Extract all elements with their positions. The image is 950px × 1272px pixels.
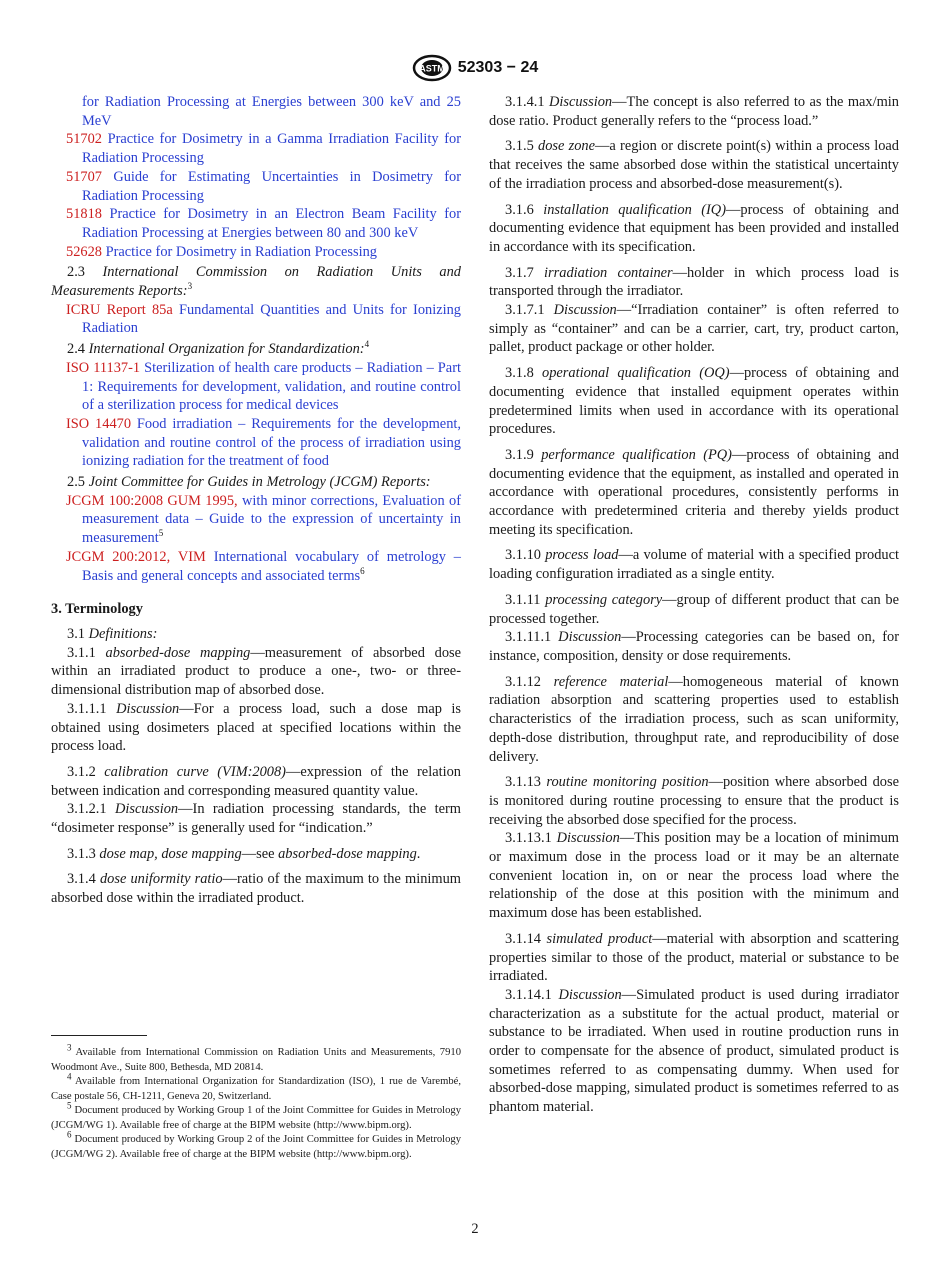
definition-3-1-14-1: 3.1.14.1 Discussion—Simulated product is used during irradiator characterization as a substitute for the actual product, material or substance to be irradiated. When used in routine production runs in order to compensate for the absence of product, simulated product is sometimes referred to as compensating dummy. When used for absorbed-dose mapping, simulated product is sometimes referred to as phantom material. <box>489 986 899 1116</box>
reference-iso-11137-1[interactable]: ISO 11137-1 Sterilization of health care products – Radiation – Part 1: Requirements for development, validation, and routine control of a sterilization process for medical devices <box>66 359 461 414</box>
footnote-6: $^6$ Document produced by Working Group 2 of the Joint Committee for Guides in Metrology (JCGM/WG 2). Available free of charge at the BIPM website (http://www.bipm.org). <box>51 1129 462 1160</box>
footnote-5: $^5$ Document produced by Working Group 1 of the Joint Committee for Guides in Metrology (JCGM/WG 1). Available free of charge at the BIPM website (http://www.bipm.org). <box>51 1100 462 1131</box>
definition-3-1-10: 3.1.10 process load—a volume of material with a specified product loading configuration irradiated as a single entity. <box>489 547 899 583</box>
definition-3-1-13: 3.1.13 routine monitoring position—position where absorbed dose is monitored during routine processing to ensure that the product is receiving the absorbed dose specified for the process. <box>489 774 899 828</box>
footnote-3: $^3$ Available from International Commission on Radiation Units and Measurements, 7910 Woodmont Ave., Suite 800, Bethesda, MD 20814. <box>51 1042 461 1073</box>
astm-logo-icon <box>412 54 452 82</box>
definition-3-1-11: 3.1.11 processing category—group of different product that can be processed together. <box>489 591 900 627</box>
definition-3-1-4: 3.1.4 dose uniformity ratio—ratio of the maximum to the minimum absorbed dose within the irradiated product. <box>51 871 461 907</box>
definition-3-1-5: 3.1.5 dose zone—a region or discrete point(s) within a process load that receives the same absorbed dose within the statistical uncertainty of the irradiation process and absorbed-dose measurement(s). <box>489 138 899 192</box>
section-heading-terminology: 3. Terminology <box>51 601 143 618</box>
reference-52628[interactable]: 52628 Practice for Dosimetry in Radiation Processing <box>66 243 377 260</box>
reference-51702[interactable]: 51702 Practice for Dosimetry in a Gamma Irradiation Facility for Radiation Processing <box>66 131 461 167</box>
reference-icru-85a[interactable]: ICRU Report 85a Fundamental Quantities and Units for Ionizing Radiation <box>66 301 461 337</box>
definition-3-1-11-1: 3.1.11.1 Discussion—Processing categories can be based on, for instance, composition, density or dose requirements. <box>489 629 899 664</box>
definition-3-1-1: 3.1.1 absorbed-dose mapping—measurement of absorbed dose within an irradiated product to produce a one-, two- or three-dimensional distribution map of absorbed dose. <box>51 644 462 699</box>
reference-jcgm-100[interactable]: JCGM 100:2008 GUM 1995, with minor corrections, Evaluation of measurement data – Guide to the expression of uncertainty in measurement$^5$ <box>66 492 461 547</box>
definition-3-1-14: 3.1.14 simulated product—material with absorption and scattering properties similar to those of the product, material or substance to be irradiated. <box>489 930 899 985</box>
section-2-4: 2.4 International Organization for Standardization:$^4$ <box>67 339 370 358</box>
right-column <box>489 93 899 1117</box>
definition-3-1: 3.1 Definitions: <box>67 625 158 642</box>
definition-3-1-4-1: 3.1.4.1 Discussion—The concept is also referred to as the max/min dose ratio. Product generally refers to the “process load.” <box>489 94 899 129</box>
footnotes <box>51 1035 461 1162</box>
reference-51707[interactable]: 51707 Guide for Estimating Uncertainties in Dosimetry for Radiation Processing <box>66 168 461 204</box>
footnote-divider <box>51 1035 147 1036</box>
definition-3-1-1-1: 3.1.1.1 Discussion—For a process load, such a dose map is obtained using dosimeters placed at specified locations within the process load. <box>51 700 461 755</box>
definition-3-1-12: 3.1.12 reference material—homogeneous material of known radiation absorption and scattering properties used to establish characteristics of the irradiation process, such as scan uniformity, depth-dose distribution, throughput rate, and reproducibility of dose delivery. <box>489 673 899 765</box>
definition-3-1-2-1: 3.1.2.1 Discussion—In radiation processing standards, the term “dosimeter response” is generally used for “indication.” <box>51 801 461 837</box>
section-2-5: 2.5 Joint Committee for Guides in Metrology (JCGM) Reports: <box>67 474 431 491</box>
definition-3-1-3: 3.1.3 dose map, dose mapping—see absorbed-dose mapping. <box>67 845 421 862</box>
definition-3-1-9: 3.1.9 performance qualification (PQ)—process of obtaining and documenting evidence that the equipment, as installed and operated in accordance with operational procedures, consistently performs in accordance with predetermined criteria and thereby yields product meeting its specification. <box>489 446 899 538</box>
section-2-3: 2.3 International Commission on Radiation Units and Measurements Reports:$^3$ <box>51 264 461 300</box>
logo-text: ASTM <box>418 63 445 74</box>
reference-iso-14470[interactable]: ISO 14470 Food irradiation – Requirements for the development, validation and routine control of the process of irradiation using ionizing radiation for the treatment of food <box>66 415 461 470</box>
footnote-4: $^4$ Available from International Organization for Standardization (ISO), 1 rue de Varembé, Case postale 56, CH-1211, Geneva 20, Switzerland. <box>51 1071 461 1102</box>
reference-jcgm-200[interactable]: JCGM 200:2012, VIM International vocabulary of metrology – Basis and general concepts and associated terms$^6$ <box>66 548 461 584</box>
definition-3-1-6: 3.1.6 installation qualification (IQ)—process of obtaining and documenting evidence that equipment has been provided and installed in accordance with its specification. <box>489 201 899 255</box>
page-header <box>0 54 950 82</box>
definition-3-1-13-1: 3.1.13.1 Discussion—This position may be a location of minimum or maximum dose in the process load or it may be an alternate convenient location in, on or near the process load where the relationship of the dose at this position with the minimum and maximum dose has been established. <box>489 830 899 922</box>
left-column <box>51 93 461 908</box>
definition-3-1-2: 3.1.2 calibration curve (VIM:2008)—expression of the relation between indication and corresponding measured quantity value. <box>51 763 461 799</box>
definition-3-1-8: 3.1.8 operational qualification (OQ)—process of obtaining and documenting evidence that installed equipment operates within predetermined limits when used in accordance with its operational procedures. <box>489 365 899 438</box>
definition-3-1-7-1: 3.1.7.1 Discussion—“Irradiation container” is often referred to simply as “container” and can be a carrier, cart, try, product carton, pallet, product package or other holder. <box>489 302 899 356</box>
page-number: 2 <box>471 1221 479 1237</box>
definition-3-1-7: 3.1.7 irradiation container—holder in which process load is transported through the irradiator. <box>489 264 899 300</box>
reference-continuation[interactable]: for Radiation Processing at Energies between 300 keV and 25 MeV <box>82 94 461 129</box>
document-designation: 52303 − 24 <box>457 59 539 76</box>
reference-51818[interactable]: 51818 Practice for Dosimetry in an Electron Beam Facility for Radiation Processing at Energies between 80 and 300 keV <box>66 206 461 241</box>
